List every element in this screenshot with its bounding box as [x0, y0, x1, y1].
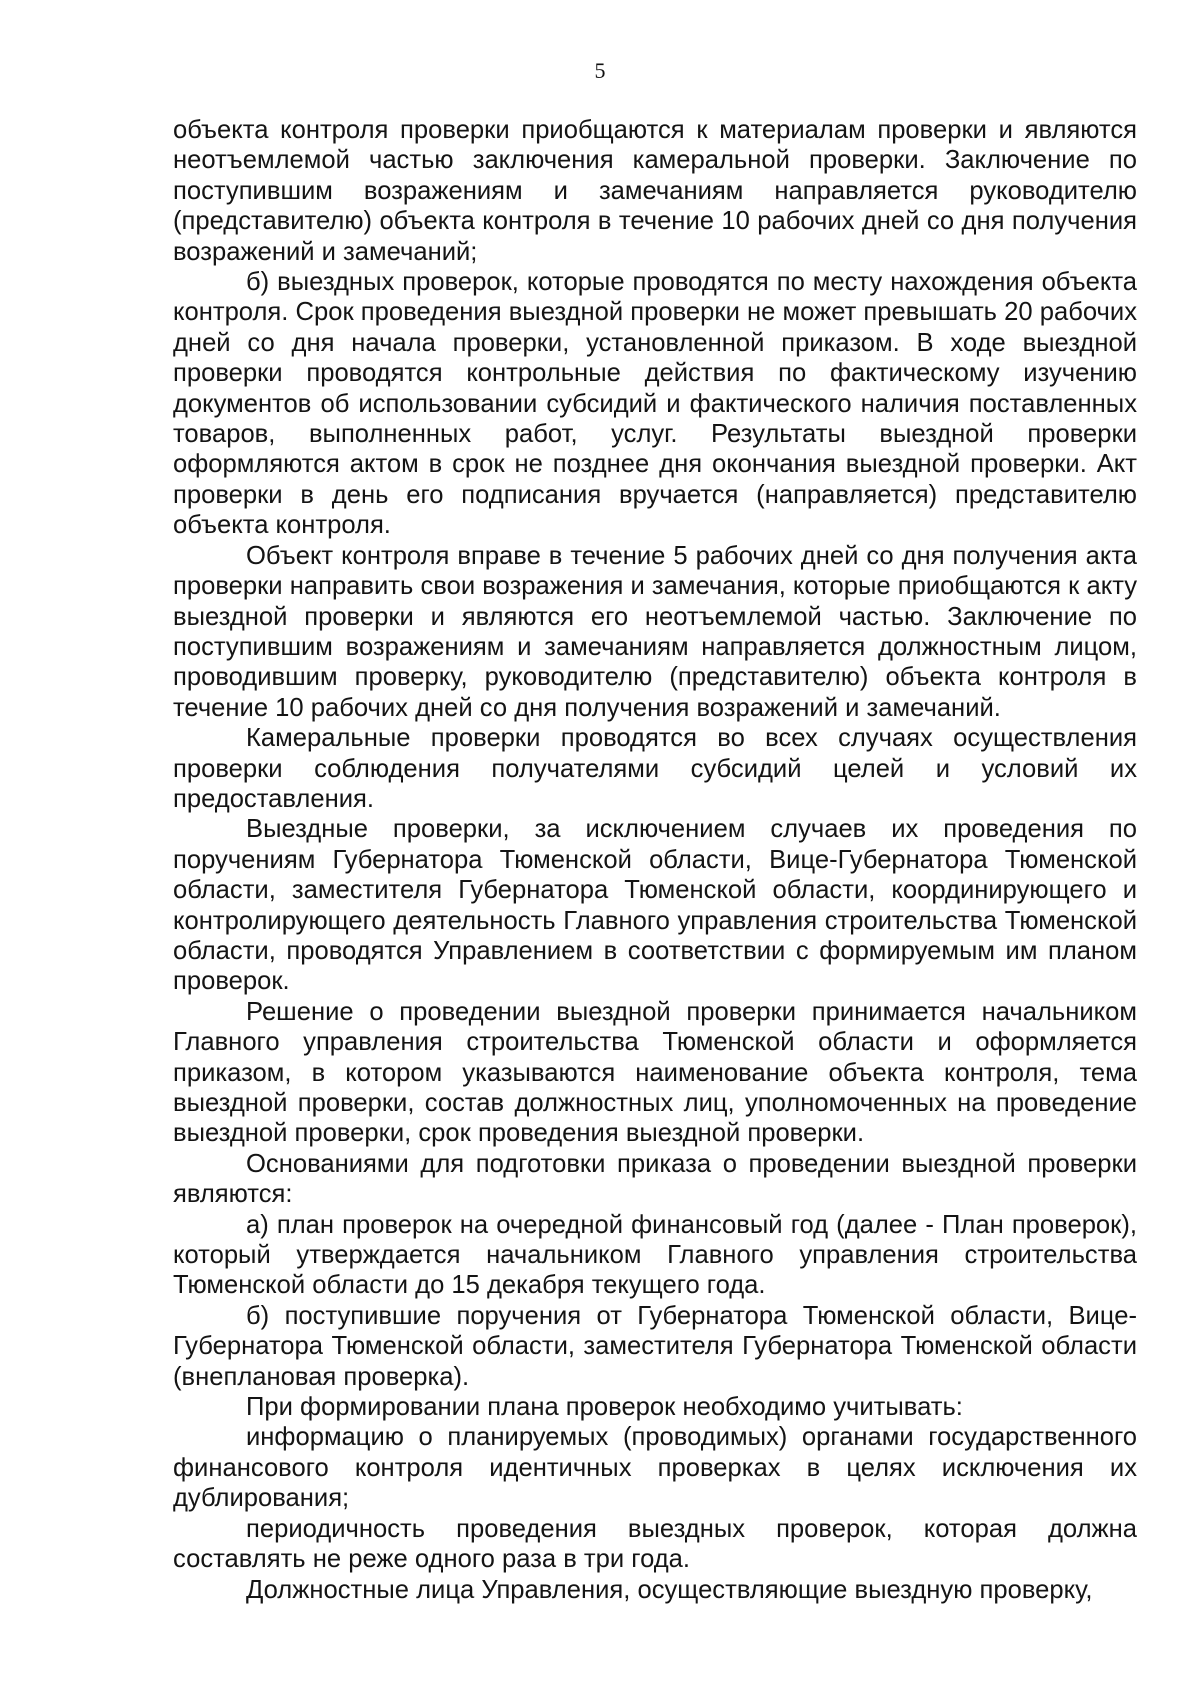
page-number: 5 — [594, 58, 606, 83]
paragraph: б) поступившие поручения от Губернатора Тюменской области, Вице-Губернатора Тюменской области, заместителя Губернатора Тюменской области (внеплановая проверка). — [173, 1301, 1137, 1391]
paragraph: б) выездных проверок, которые проводятся по месту нахождения объекта контроля. Срок проведения выездной проверки не может превышать 20 рабочих дней со дня начала проверки, установленной приказом. В ходе выездной проверки проводятся контрольные действия по фактическому изучению документов об использовании субсидий и фактического наличия поставленных товаров, выполненных работ, услуг. Результаты выездной проверки оформляются актом в срок не позднее дня окончания выездной проверки. Акт проверки в день его подписания вручается (направляется) представителю объекта контроля. — [173, 268, 1137, 540]
paragraph: Объект контроля вправе в течение 5 рабочих дней со дня получения акта проверки направить свои возражения и замечания, которые приобщаются к акту выездной проверки и являются его неотъемлемой частью. Заключение по поступившим возражениям и замечаниям направляется должностным лицом, проводившим проверку, руководителю (представителю) объекта контроля в течение 10 рабочих дней со дня получения возражений и замечаний. — [173, 541, 1137, 722]
document-body — [173, 115, 1137, 1605]
paragraph: периодичность проведения выездных проверок, которая должна составлять не реже одного раза в три года. — [173, 1514, 1137, 1574]
paragraph: Камеральные проверки проводятся во всех случаях осуществления проверки соблюдения получателями субсидий целей и условий их предоставления. — [173, 724, 1137, 813]
paragraph: Решение о проведении выездной проверки принимается начальником Главного управления строительства Тюменской области и оформляется приказом, в котором указываются наименование объекта контроля, тема выездной проверки, состав должностных лиц, уполномоченных на проведение выездной проверки, срок проведения выездной проверки. — [173, 997, 1137, 1148]
paragraph: Основаниями для подготовки приказа о проведении выездной проверки являются: — [173, 1149, 1137, 1209]
paragraph: Должностные лица Управления, осуществляющие выездную проверку, — [246, 1575, 1093, 1604]
paragraph: объекта контроля проверки приобщаются к материалам проверки и являются неотъемлемой частью заключения камеральной проверки. Заключение по поступившим возражениям и замечаниям направляется руководителю (представителю) объекта контроля в течение 10 рабочих дней со дня получения возражений и замечаний; — [173, 116, 1137, 266]
paragraph: информацию о планируемых (проводимых) органами государственного финансового контроля идентичных проверках в целях исключения их дублирования; — [173, 1423, 1137, 1513]
paragraph: а) план проверок на очередной финансовый год (далее - План проверок), который утверждается начальником Главного управления строительства Тюменской области до 15 декабря текущего года. — [173, 1210, 1137, 1300]
paragraph: Выездные проверки, за исключением случаев их проведения по поручениям Губернатора Тюменской области, Вице-Губернатора Тюменской области, заместителя Губернатора Тюменской области, координирующего и контролирующего деятельность Главного управления строительства Тюменской области, проводятся Управлением в соответствии с формируемым им планом проверок. — [173, 815, 1137, 996]
paragraph: При формировании плана проверок необходимо учитывать: — [246, 1393, 963, 1422]
